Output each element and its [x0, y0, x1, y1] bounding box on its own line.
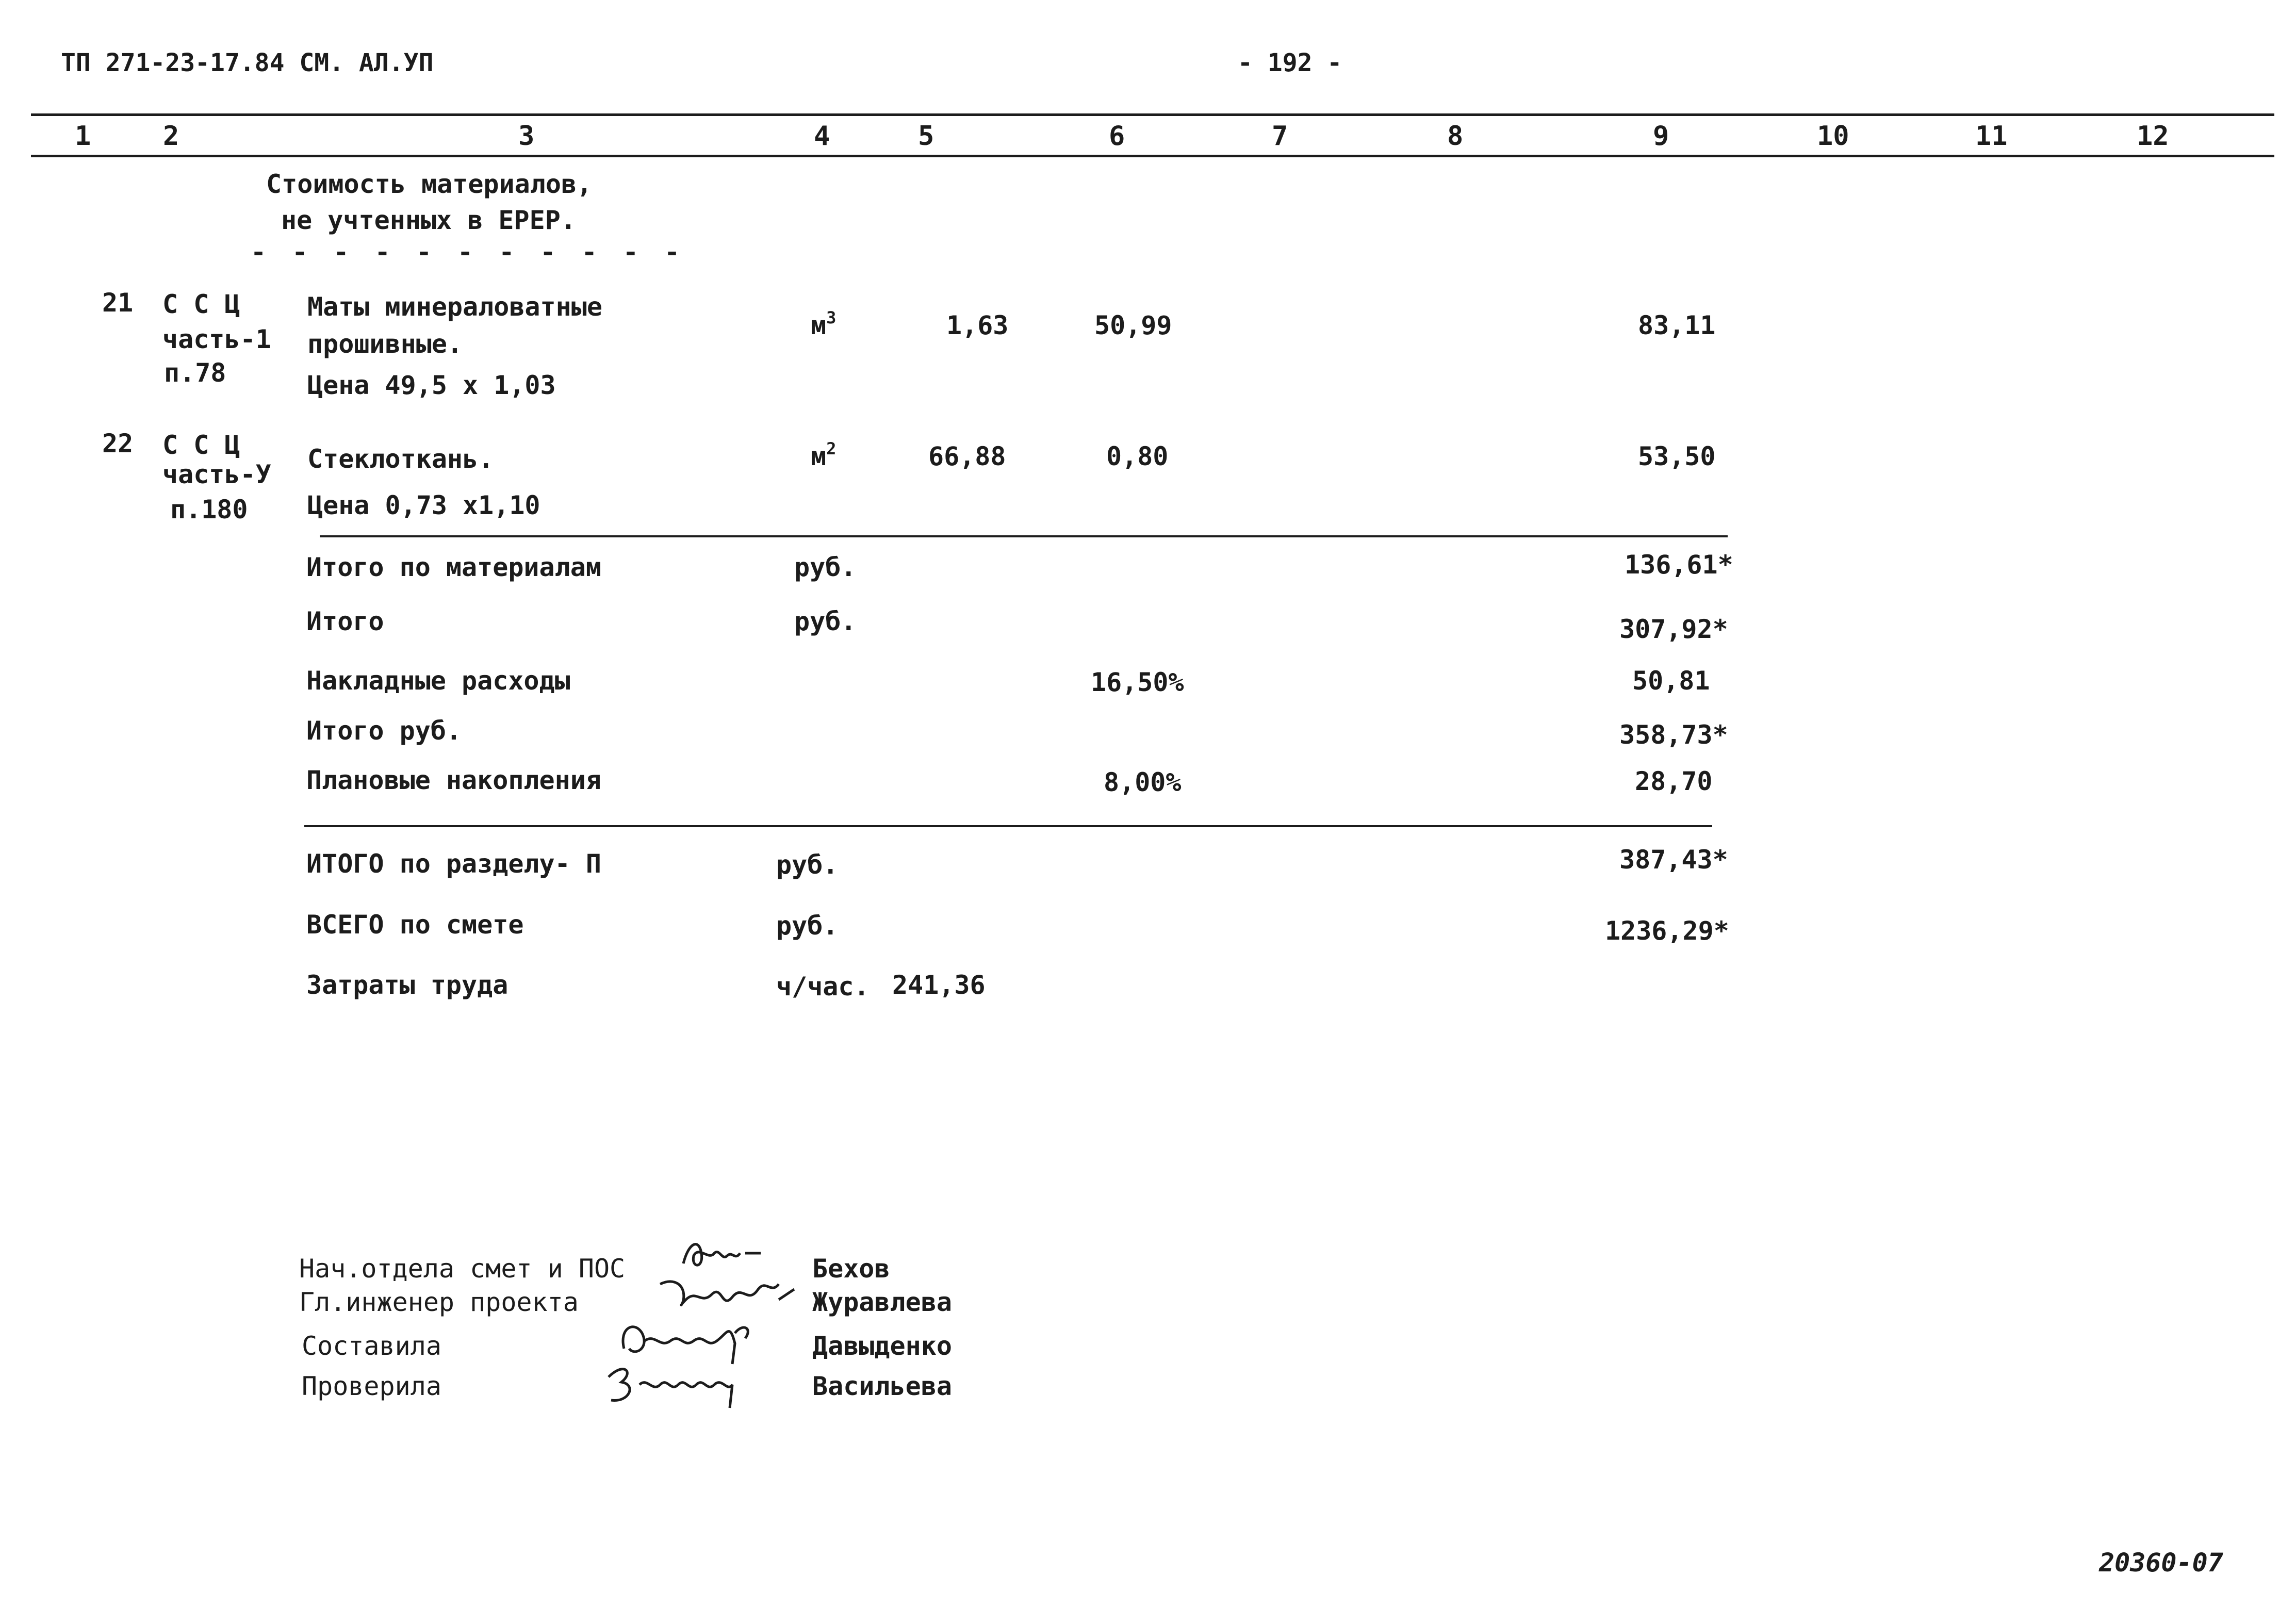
column-number-1: 1	[75, 121, 91, 152]
summary-value: 50,81	[1632, 666, 1710, 696]
signature-role: Проверила	[302, 1371, 441, 1401]
column-number-6: 6	[1109, 121, 1125, 152]
summary-value: 358,73*	[1619, 720, 1728, 750]
signature-name: Давыденко	[812, 1331, 952, 1361]
column-number-10: 10	[1817, 121, 1849, 152]
column-number-7: 7	[1272, 121, 1288, 152]
item-reference-line: п.180	[170, 495, 248, 524]
summary-unit: руб.	[794, 552, 857, 582]
labor-cost-value: 241,36	[892, 970, 986, 1000]
item-unit-price: 0,80	[1106, 441, 1169, 471]
estimate-total-label: ВСЕГО по смете	[306, 910, 524, 940]
section-total-value: 387,43*	[1619, 845, 1728, 875]
column-number-2: 2	[163, 121, 179, 152]
item-total: 83,11	[1638, 310, 1716, 340]
summary-label: Накладные расходы	[306, 666, 570, 696]
column-number-8: 8	[1447, 121, 1464, 152]
item-number: 22	[102, 429, 134, 458]
page-number: - 192 -	[1238, 48, 1342, 77]
summary-value: 28,70	[1635, 766, 1713, 796]
summary-label: Итого	[306, 606, 384, 636]
estimate-total-unit: руб.	[776, 911, 839, 941]
item-unit: $м^3$	[811, 308, 837, 340]
archive-stamp-number: 20360-07	[2099, 1548, 2223, 1578]
column-number-5: 5	[918, 121, 934, 152]
section-title-dashes: - - - - - - - - - - -	[251, 237, 685, 267]
item-reference-line: С С Ц	[162, 289, 240, 319]
item-quantity: 66,88	[928, 441, 1006, 471]
summary-label: Итого руб.	[306, 716, 462, 746]
header-rule-top	[31, 113, 2274, 116]
item-price-formula: Цена 0,73 х1,10	[307, 490, 540, 520]
summary-label: Плановые накопления	[306, 765, 601, 795]
item-name-line: Маты минераловатные	[307, 292, 602, 322]
summary-rate: 16,50%	[1091, 667, 1184, 697]
section-title-line2: не учтенных в ЕРЕР.	[281, 205, 576, 235]
signature-role: Нач.отдела смет и ПОС	[299, 1254, 626, 1284]
labor-cost-unit: ч/час.	[776, 972, 870, 1002]
item-name-line: прошивные.	[307, 329, 463, 359]
item-reference-line: часть-1	[162, 324, 271, 354]
section-total-label: ИТОГО по разделу- П	[306, 849, 601, 879]
section-title-line1: Стоимость материалов,	[266, 169, 593, 199]
item-price-formula: Цена 49,5 х 1,03	[307, 370, 556, 400]
item-unit: $м^2$	[811, 439, 837, 471]
item-number: 21	[102, 288, 134, 318]
handwritten-signature-vasilyeva	[598, 1356, 753, 1413]
summary-unit: руб.	[794, 606, 857, 636]
signature-name: Васильева	[812, 1371, 952, 1401]
section-total-rule	[304, 825, 1712, 827]
item-unit-price: 50,99	[1094, 310, 1172, 340]
item-reference-line: С С Ц	[162, 430, 240, 460]
column-number-11: 11	[1975, 121, 2008, 152]
signature-role: Гл.инженер проекта	[299, 1287, 579, 1317]
header-rule-bottom	[31, 155, 2274, 157]
summary-label: Итого по материалам	[306, 552, 601, 582]
items-total-rule	[320, 535, 1728, 537]
signature-role: Составила	[302, 1331, 441, 1361]
column-number-4: 4	[814, 121, 830, 152]
signature-name: Журавлева	[812, 1287, 952, 1317]
item-total: 53,50	[1638, 441, 1716, 471]
estimate-total-value: 1236,29*	[1605, 916, 1729, 946]
signature-name: Бехов	[812, 1254, 890, 1284]
column-number-3: 3	[518, 121, 535, 152]
section-total-unit: руб.	[776, 850, 839, 880]
column-number-9: 9	[1653, 121, 1669, 152]
item-reference-line: п.78	[164, 358, 226, 388]
item-name-line: Стеклоткань.	[307, 444, 494, 474]
document-code: ТП 271-23-17.84 СМ. АЛ.УП	[61, 48, 434, 77]
item-quantity: 1,63	[946, 310, 1009, 340]
column-number-12: 12	[2137, 121, 2169, 152]
summary-value: 307,92*	[1619, 614, 1728, 644]
summary-rate: 8,00%	[1104, 767, 1182, 797]
summary-value: 136,61*	[1625, 550, 1733, 580]
item-reference-line: часть-У	[162, 460, 271, 489]
labor-cost-label: Затраты труда	[306, 970, 509, 1000]
